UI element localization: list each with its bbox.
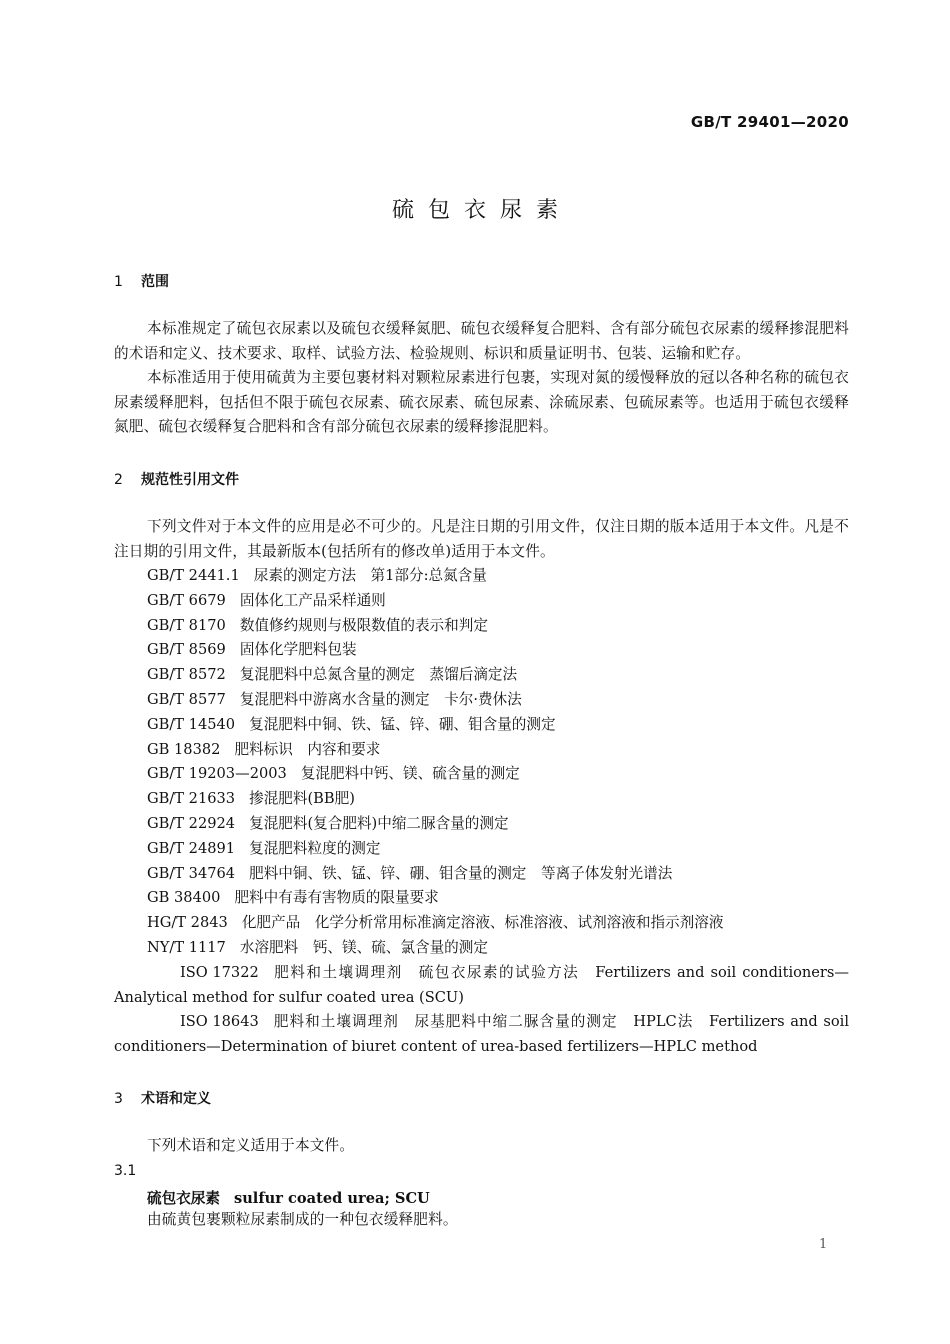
reference-title: 肥料标识 内容和要求 — [234, 740, 381, 758]
reference-item — [114, 862, 849, 887]
reference-title: 复混肥料粒度的测定 — [249, 839, 381, 857]
reference-code: GB/T 6679 — [147, 591, 226, 609]
reference-code: GB/T 21633 — [147, 790, 236, 808]
reference-code: GB/T 19203—2003 — [147, 765, 287, 783]
reference-list — [114, 564, 849, 1060]
reference-title: 复混肥料中铜、铁、锰、锌、硼、钼含量的测定 — [249, 715, 556, 733]
scope-paragraph: 本标准适用于使用硫黄为主要包裹材料对颗粒尿素进行包裹，实现对氮的缓慢释放的冠以各种名称的硫包衣尿素缓释肥料，包括但不限于硫包衣尿素、硫衣尿素、硫包尿素、涂硫尿素、包硫尿素等。也适用于硫包衣缓释氮肥、硫包衣缓释复合肥料和含有部分硫包衣尿素的缓释掺混肥料。 — [114, 369, 849, 435]
reference-title: 肥料中铜、铁、锰、锌、硼、钼含量的测定 等离子体发射光谱法 — [249, 864, 673, 882]
reference-code: GB/T 14540 — [147, 715, 236, 733]
reference-title: 掺混肥料(BB肥) — [249, 790, 355, 808]
reference-code: GB/T 34764 — [147, 864, 236, 882]
reference-title: 固体化工产品采样通则 — [239, 591, 386, 609]
reference-title: 肥料和土壤调理剂 硫包衣尿素的试验方法 Fertilizers and soil conditioners—Analytical method for sulfur coated urea (SCU) — [114, 963, 849, 1006]
reference-code: GB/T 8569 — [147, 641, 226, 659]
reference-code: HG/T 2843 — [147, 914, 228, 932]
reference-title: 肥料中有毒有害物质的限量要求 — [234, 889, 439, 907]
reference-item — [114, 787, 849, 812]
term-zh: 硫包衣尿素 — [147, 1190, 220, 1207]
reference-item — [114, 762, 849, 787]
section-title: 术语和定义 — [141, 1091, 211, 1107]
term-number: 3.1 — [114, 1163, 137, 1179]
reference-code: GB 38400 — [147, 889, 221, 907]
reference-code: GB/T 22924 — [147, 814, 236, 832]
reference-code: GB 18382 — [147, 740, 221, 758]
scope-paragraph: 本标准规定了硫包衣尿素以及硫包衣缓释氮肥、硫包衣缓释复合肥料、含有部分硫包衣尿素的缓释掺混肥料的术语和定义、技术要求、取样、试验方法、检验规则、标识和质量证明书、包装、运输和贮存。 — [114, 320, 849, 362]
reference-title: 化肥产品 化学分析常用标准滴定溶液、标准溶液、试剂溶液和指示剂溶液 — [241, 914, 724, 932]
reference-item — [114, 663, 849, 688]
reference-item — [114, 589, 849, 614]
section-title: 规范性引用文件 — [141, 472, 239, 488]
page-title: 硫包衣尿素 — [391, 198, 572, 223]
reference-code: GB/T 2441.1 — [147, 567, 240, 584]
reference-title: 复混肥料中总氮含量的测定 蒸馏后滴定法 — [239, 666, 518, 684]
reference-item — [114, 837, 849, 862]
section-title: 范围 — [141, 274, 169, 290]
reference-title: 固体化学肥料包装 — [239, 641, 357, 659]
reference-title: 肥料和土壤调理剂 尿基肥料中缩二脲含量的测定 HPLC法 Fertilizers and soil conditioners—Determination of biuret content of urea-based fertilizers—HPLC method — [114, 1013, 849, 1056]
reference-title: 水溶肥料 钙、镁、硫、氯含量的测定 — [239, 938, 488, 956]
page-number: 1 — [819, 1237, 828, 1252]
reference-item — [114, 961, 849, 1011]
reference-item — [114, 638, 849, 663]
reference-title: 复混肥料中钙、镁、硫含量的测定 — [300, 765, 520, 783]
term-en: sulfur coated urea; SCU — [233, 1190, 430, 1207]
term-entry — [147, 1187, 430, 1208]
reference-item — [114, 738, 849, 763]
normative-intro: 下列文件对于本文件的应用是必不可少的。凡是注日期的引用文件，仅注日期的版本适用于本文件。凡是不注日期的引用文件，其最新版本(包括所有的修改单)适用于本文件。 — [114, 518, 849, 560]
reference-item — [114, 886, 849, 911]
reference-code: ISO 18643 — [180, 1013, 259, 1031]
term-definition: 由硫黄包裹颗粒尿素制成的一种包衣缓释肥料。 — [147, 1211, 458, 1228]
reference-code: GB/T 8577 — [147, 690, 226, 708]
document-code: GB/T 29401—2020 — [690, 113, 849, 131]
reference-item — [114, 688, 849, 713]
reference-item — [114, 812, 849, 837]
reference-code: GB/T 8572 — [147, 666, 226, 684]
section-number: 2 — [114, 472, 123, 488]
reference-item — [114, 564, 849, 589]
reference-title: 复混肥料(复合肥料)中缩二脲含量的测定 — [249, 814, 509, 832]
reference-item — [114, 911, 849, 936]
reference-item — [114, 936, 849, 961]
reference-code: NY/T 1117 — [147, 938, 226, 956]
reference-code: GB/T 8170 — [147, 616, 226, 634]
reference-code: GB/T 24891 — [147, 839, 236, 857]
reference-item — [114, 713, 849, 738]
section-number: 3 — [114, 1091, 123, 1107]
reference-code: ISO 17322 — [180, 963, 259, 981]
reference-title: 尿素的测定方法 第1部分:总氮含量 — [253, 567, 487, 584]
reference-title: 复混肥料中游离水含量的测定 卡尔·费休法 — [239, 690, 522, 708]
reference-item — [114, 1010, 849, 1060]
section-3-heading — [114, 1088, 211, 1108]
section-number: 1 — [114, 274, 123, 290]
section-2-heading — [114, 469, 239, 489]
reference-title: 数值修约规则与极限数值的表示和判定 — [239, 616, 488, 634]
section-1-heading — [114, 271, 169, 291]
terms-intro: 下列术语和定义适用于本文件。 — [147, 1137, 355, 1154]
reference-item — [114, 614, 849, 639]
